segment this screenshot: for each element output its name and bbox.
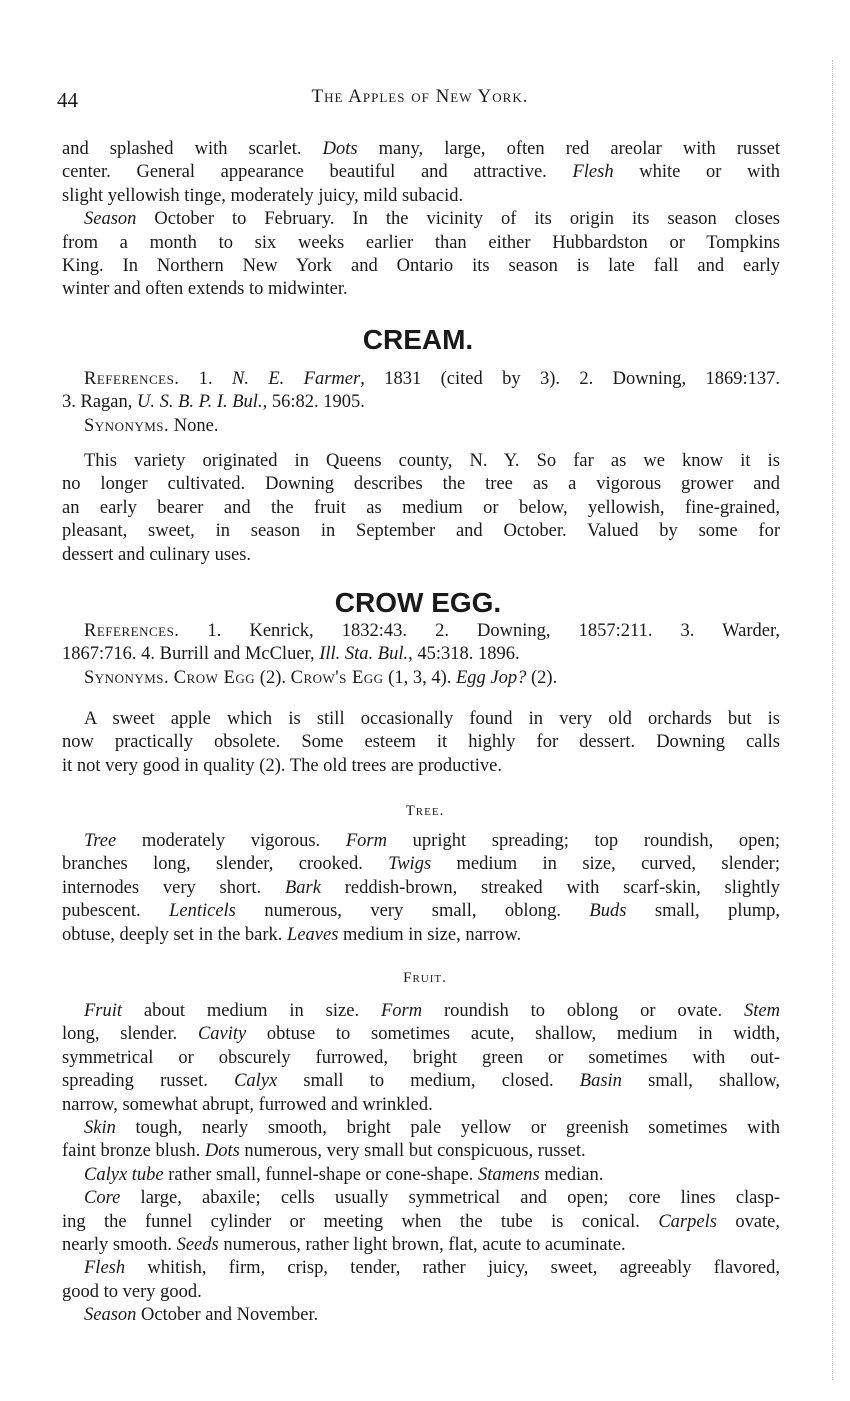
text-line bbox=[62, 1047, 780, 1070]
text-run: large, abaxile; cells usually symmetrical and open; core lines clasp- bbox=[120, 1188, 780, 1209]
italic-term: Stem bbox=[744, 1001, 780, 1021]
paragraph bbox=[62, 830, 780, 947]
text-line bbox=[62, 138, 780, 161]
italic-term: Calyx bbox=[234, 1071, 278, 1092]
text-run: good to very good. bbox=[62, 1281, 202, 1302]
text-line bbox=[62, 497, 780, 520]
text-line bbox=[62, 368, 780, 391]
running-head: The Apples of New York. bbox=[311, 86, 529, 107]
text-run: center. General appearance beautiful and attractive. bbox=[62, 162, 573, 183]
text-line bbox=[62, 473, 780, 496]
tree-description bbox=[62, 830, 780, 947]
italic-term: Skin bbox=[84, 1118, 116, 1139]
paragraph bbox=[62, 138, 780, 208]
text-run: faint bronze blush. bbox=[62, 1141, 205, 1162]
text-run: 1. Kenrick, 1832:43. 2. Downing, 1857:211. 3. Warder, bbox=[179, 621, 780, 641]
italic-term: Dots bbox=[204, 1141, 240, 1162]
text-line bbox=[62, 830, 780, 853]
text-run: from a month to six weeks earlier than either Hubbardston or Tompkins bbox=[62, 232, 780, 253]
text-run: numerous, rather light brown, flat, acute to acuminate. bbox=[218, 1235, 626, 1256]
fruit-subheading: Fruit. bbox=[403, 970, 447, 986]
text-run: 1. bbox=[179, 369, 233, 389]
text-run: narrow, somewhat abrupt, furrowed and wrinkled. bbox=[62, 1094, 433, 1115]
text-line bbox=[62, 232, 780, 255]
crow-egg-references bbox=[62, 620, 780, 690]
text-line bbox=[62, 161, 780, 184]
text-line bbox=[62, 544, 780, 567]
text-run: 3. Ragan, bbox=[62, 392, 138, 413]
text-run: upright spreading; top roundish, open; bbox=[386, 831, 781, 851]
text-run: medium in size, narrow. bbox=[338, 924, 522, 945]
text-run: ovate, bbox=[716, 1211, 780, 1232]
text-run: branches long, slender, crooked. bbox=[62, 854, 389, 875]
text-run: obtuse to sometimes acute, shallow, medium in width, bbox=[246, 1024, 781, 1045]
text-run: internodes very short. bbox=[62, 877, 285, 898]
text-line bbox=[62, 755, 780, 778]
text-run: long, slender. bbox=[62, 1024, 198, 1045]
text-line bbox=[62, 731, 780, 754]
text-run: pubescent. bbox=[62, 901, 170, 922]
text-line bbox=[62, 278, 780, 301]
text-line bbox=[62, 1140, 780, 1163]
text-line bbox=[62, 620, 780, 643]
italic-term: Flesh bbox=[572, 162, 614, 183]
text-line bbox=[62, 185, 780, 208]
italic-term: Seeds bbox=[176, 1235, 219, 1256]
italic-term: Core bbox=[84, 1188, 121, 1209]
small-caps-label: References. bbox=[84, 369, 180, 389]
text-run: now practically obsolete. Some esteem it highly for dessert. Downing calls bbox=[62, 732, 780, 753]
text-run: winter and often extends to midwinter. bbox=[62, 279, 348, 300]
italic-term: Flesh bbox=[84, 1258, 126, 1279]
text-run: numerous, very small, oblong. bbox=[235, 901, 590, 922]
text-run: , 45:318. 1896. bbox=[408, 644, 520, 665]
text-line bbox=[62, 1070, 780, 1093]
text-run: tough, nearly smooth, bright pale yellow or greenish sometimes with bbox=[115, 1118, 780, 1139]
cream-description bbox=[62, 450, 780, 567]
small-caps-label: Crow's Egg bbox=[290, 667, 384, 688]
text-run: October to February. In the vicinity of its origin its season closes bbox=[136, 209, 780, 230]
text-run: obtuse, deeply set in the bark. bbox=[62, 924, 288, 945]
text-run: small to medium, closed. bbox=[277, 1071, 580, 1092]
text-run: small, plump, bbox=[626, 901, 780, 922]
text-line bbox=[62, 520, 780, 543]
text-line bbox=[62, 1117, 780, 1140]
text-run: spreading russet. bbox=[62, 1071, 235, 1092]
text-line bbox=[62, 924, 780, 947]
text-run: moderately vigorous. bbox=[116, 831, 346, 851]
text-run: A sweet apple which is still occasionally found in very old orchards but is bbox=[84, 709, 780, 729]
paragraph bbox=[62, 620, 780, 667]
text-run: numerous, very small but conspicuous, russet. bbox=[239, 1141, 586, 1162]
italic-term: U. S. B. P. I. Bul. bbox=[137, 392, 263, 413]
small-caps-label: Synonyms. bbox=[84, 667, 170, 688]
italic-term: Ill. Sta. Bul. bbox=[319, 644, 409, 665]
italic-term: Stamens bbox=[478, 1164, 540, 1185]
text-run: (1, 3, 4). bbox=[383, 667, 456, 688]
paragraph bbox=[62, 450, 780, 567]
paragraph bbox=[62, 415, 780, 438]
paragraph bbox=[62, 1000, 780, 1117]
text-line bbox=[62, 1094, 780, 1117]
text-run: King. In Northern New York and Ontario its season is late fall and early bbox=[62, 256, 780, 277]
italic-term: Cavity bbox=[197, 1024, 247, 1045]
italic-term: Tree bbox=[84, 831, 117, 851]
text-run: about medium in size. bbox=[122, 1001, 381, 1021]
text-line bbox=[62, 643, 780, 666]
section-title-crow-egg: CROW EGG. bbox=[334, 587, 502, 618]
paragraph bbox=[62, 208, 780, 302]
text-run: no longer cultivated. Downing describes the tree as a vigorous grower and bbox=[62, 474, 780, 495]
text-run: roundish to oblong or ovate. bbox=[422, 1001, 745, 1021]
paragraph bbox=[62, 1187, 780, 1257]
text-line bbox=[62, 1304, 780, 1327]
italic-term: Form bbox=[345, 831, 387, 851]
text-run: None. bbox=[169, 415, 219, 436]
italic-term: Leaves bbox=[287, 924, 339, 945]
text-line bbox=[62, 391, 780, 414]
italic-term: Carpels bbox=[658, 1211, 717, 1232]
cream-references bbox=[62, 368, 780, 438]
tree-subheading: Tree. bbox=[405, 803, 445, 819]
italic-term: Lenticels bbox=[169, 901, 236, 922]
small-caps-label: Crow Egg bbox=[173, 667, 256, 688]
text-run: symmetrical or obscurely furrowed, bright green or sometimes with out- bbox=[62, 1047, 780, 1068]
text-run: This variety originated in Queens county, N. Y. So far as we know it is bbox=[84, 451, 780, 471]
text-run: white or with bbox=[613, 162, 781, 183]
paragraph bbox=[62, 1164, 780, 1187]
text-run: dessert and culinary uses. bbox=[62, 544, 252, 565]
italic-term: Bark bbox=[284, 877, 321, 898]
intro-text bbox=[62, 138, 780, 302]
text-line bbox=[62, 853, 780, 876]
italic-term: Fruit bbox=[84, 1001, 123, 1021]
italic-term: Egg Jop? bbox=[456, 667, 527, 688]
italic-term: Season bbox=[84, 1305, 137, 1326]
paragraph bbox=[62, 667, 780, 690]
italic-term: N. E. Farmer bbox=[232, 369, 361, 389]
crow-egg-description bbox=[62, 708, 780, 778]
text-run: reddish-brown, streaked with scarf-skin, slightly bbox=[320, 877, 781, 898]
text-run: (2). bbox=[526, 667, 558, 688]
text-line bbox=[62, 1164, 780, 1187]
text-line bbox=[62, 900, 780, 923]
scan-edge-noise bbox=[832, 60, 833, 1380]
text-line bbox=[62, 1211, 780, 1234]
text-run: median. bbox=[539, 1164, 604, 1185]
page-number: 44 bbox=[57, 88, 78, 112]
section-title-cream: CREAM. bbox=[362, 324, 474, 355]
italic-term: Basin bbox=[579, 1071, 622, 1092]
text-run: 1867:716. 4. Burrill and McCluer, bbox=[62, 644, 320, 665]
small-caps-label: Synonyms. bbox=[84, 415, 170, 436]
text-line bbox=[62, 667, 780, 690]
text-run: pleasant, sweet, in season in September and October. Valued by some for bbox=[62, 521, 780, 542]
paragraph bbox=[62, 708, 780, 778]
text-line bbox=[62, 877, 780, 900]
text-run: slight yellowish tinge, moderately juicy, mild subacid. bbox=[62, 185, 464, 206]
italic-term: Season bbox=[84, 209, 137, 230]
italic-term: Calyx tube bbox=[84, 1164, 164, 1185]
text-run: many, large, often red areolar with russet bbox=[357, 139, 780, 159]
text-run: and splashed with scarlet. bbox=[62, 139, 323, 159]
text-line bbox=[62, 708, 780, 731]
italic-term: Dots bbox=[322, 139, 358, 159]
paragraph bbox=[62, 368, 780, 415]
text-line bbox=[62, 450, 780, 473]
text-run: medium in size, curved, slender; bbox=[431, 854, 780, 875]
text-run: rather small, funnel-shape or cone-shape. bbox=[163, 1164, 479, 1185]
text-line bbox=[62, 1281, 780, 1304]
paragraph bbox=[62, 1117, 780, 1164]
text-run: ing the funnel cylinder or meeting when the tube is conical. bbox=[62, 1211, 659, 1232]
text-run: nearly smooth. bbox=[62, 1235, 177, 1256]
italic-term: Twigs bbox=[388, 854, 432, 875]
text-line bbox=[62, 255, 780, 278]
text-line bbox=[62, 1187, 780, 1210]
fruit-description bbox=[62, 1000, 780, 1328]
text-run: (2). bbox=[255, 667, 291, 688]
text-run: October and November. bbox=[136, 1305, 319, 1326]
paragraph bbox=[62, 1257, 780, 1304]
text-run: , 56:82. 1905. bbox=[262, 392, 365, 413]
small-caps-label: References. bbox=[84, 621, 180, 641]
italic-term: Buds bbox=[589, 901, 627, 922]
text-line bbox=[62, 1257, 780, 1280]
paragraph bbox=[62, 1304, 780, 1327]
text-line bbox=[62, 1023, 780, 1046]
text-line bbox=[62, 1234, 780, 1257]
text-run: whitish, firm, crisp, tender, rather juicy, sweet, agreeably flavored, bbox=[125, 1258, 780, 1279]
text-line bbox=[62, 415, 780, 438]
text-run: it not very good in quality (2). The old trees are productive. bbox=[62, 755, 502, 776]
text-run: an early bearer and the fruit as medium or below, yellowish, fine-grained, bbox=[62, 497, 780, 518]
text-line bbox=[62, 208, 780, 231]
italic-term: Form bbox=[380, 1001, 423, 1021]
text-run: , 1831 (cited by 3). 2. Downing, 1869:137. bbox=[360, 369, 780, 389]
text-line bbox=[62, 1000, 780, 1023]
text-run: small, shallow, bbox=[621, 1071, 780, 1092]
